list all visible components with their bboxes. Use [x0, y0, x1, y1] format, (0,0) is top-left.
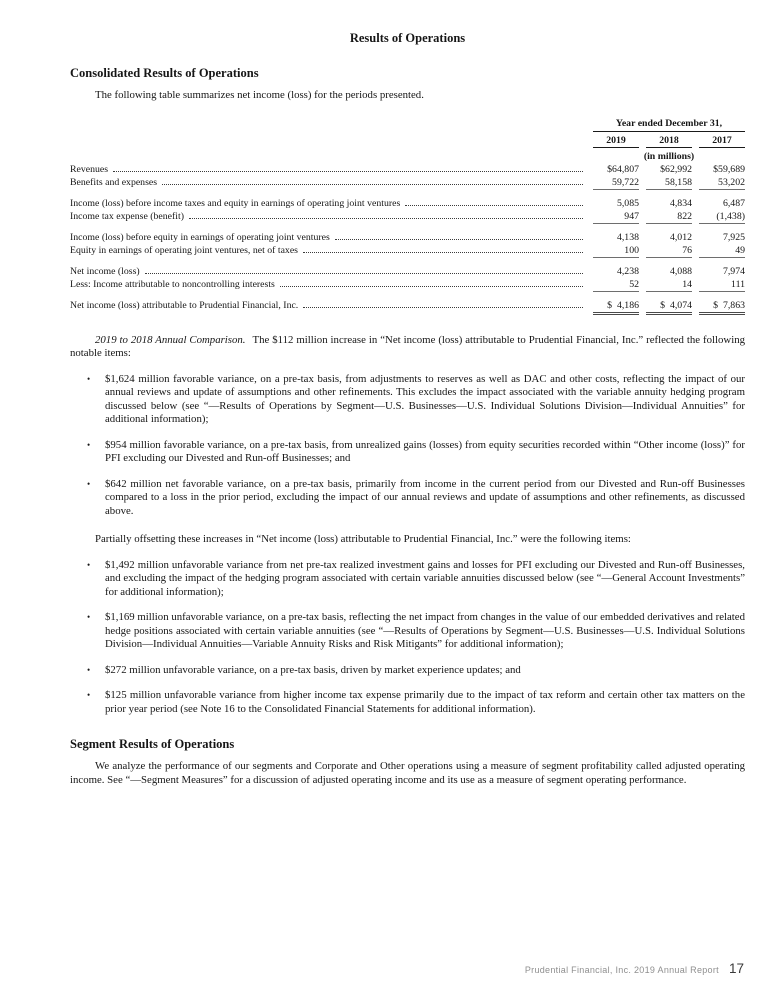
value-2017: $59,689 [713, 163, 745, 175]
value-2017: (1,438) [699, 210, 745, 224]
value-2019: 59,722 [593, 176, 639, 190]
value-2019: $64,807 [607, 163, 639, 175]
bullet-icon: • [87, 439, 91, 450]
bullet-text: $1,492 million unfavorable variance from net pre-tax realized investment gains and losses for PFI excluding our Divested and Run-off Businesses, and excluding the impact of the hedging program associated with certain variable annuities discussed below (see “—General Account Investments” for additional information); [105, 558, 745, 598]
comparison-lead-italic: 2019 to 2018 Annual Comparison. [95, 333, 246, 346]
section-heading-segment: Segment Results of Operations [70, 737, 235, 751]
value-2018: 4,012 [669, 231, 692, 243]
page-footer [525, 961, 744, 976]
bullet-text: $1,169 million unfavorable variance, on a pre-tax basis, reflecting the net impact from changes in the value of our embedded derivatives and related hedge positions associated with certain variable annuities (see “—Results of Operations by Segment—U.S. Businesses—U.S. Individual Solutions Division—Individual Annuities—Variable Annuity Risks and Risk Mitigants” for additional information); [105, 611, 745, 650]
value-2019: 52 [593, 278, 639, 292]
bullet-icon: • [87, 612, 91, 622]
row-label: Less: Income attributable to noncontrolling interests [70, 278, 275, 290]
dot-leader [189, 218, 583, 219]
comparison-lead-paragraph [70, 334, 745, 361]
bullet-icon: • [87, 664, 91, 675]
value-2017: 49 [699, 244, 745, 258]
bullet-item-offsetting-3 [85, 664, 745, 678]
bullet-text: $125 million unfavorable variance from higher income tax expense primarily due to the impact of tax reform and certain other tax matters on the prior year period (see Note 16 to the Consolidated Financial Statements for additional information). [105, 689, 745, 715]
value-2018: 14 [646, 278, 692, 292]
dot-leader [145, 273, 583, 274]
bullet-item-favorable-3 [85, 478, 745, 519]
dot-leader [303, 252, 583, 253]
row-label: Revenues [70, 163, 109, 175]
bullet-item-offsetting-2 [85, 611, 745, 652]
section-heading-consolidated: Consolidated Results of Operations [70, 66, 259, 80]
value-2017: 6,487 [722, 197, 745, 209]
dot-leader [113, 171, 583, 172]
table-period-header: Year ended December 31, [593, 117, 745, 132]
row-label: Income (loss) before equity in earnings of operating joint ventures [70, 231, 330, 243]
value-2018: $ 4,074 [646, 299, 692, 315]
segment-paragraph: We analyze the performance of our segments and Corporate and Other operations using a measure of segment profitability called adjusted operating income. See “—Segment Measures” for a discussion of adjusted operating income and its use as a measure of segment operating performance. [70, 760, 745, 786]
table-row-equity-in-earnings [70, 244, 745, 258]
bullet-item-favorable-2 [85, 439, 745, 466]
row-label: Net income (loss) attributable to Prudential Financial, Inc. [70, 299, 299, 311]
table-row-net-income [70, 265, 745, 278]
table-row-income-before-taxes [70, 197, 745, 210]
table-row-revenues [70, 163, 745, 176]
table-year-2017: 2017 [699, 134, 745, 148]
bullet-item-offsetting-1 [85, 559, 745, 600]
page-number: 17 [728, 961, 744, 976]
comparison-lead-text: The $112 million increase in “Net income (loss) attributable to Prudential Financial, Inc.” reflected the following notable items: [70, 333, 745, 359]
value-2019: 5,085 [616, 197, 639, 209]
bullet-text: $272 million unfavorable variance, on a pre-tax basis, driven by market experience updates; and [105, 663, 521, 676]
table-year-headers [593, 134, 745, 148]
row-label: Equity in earnings of operating joint ventures, net of taxes [70, 244, 298, 256]
dot-leader [303, 307, 583, 308]
net-income-table [70, 117, 745, 315]
value-2019: 947 [593, 210, 639, 224]
value-2017: 7,974 [722, 265, 745, 277]
row-label: Benefits and expenses [70, 176, 158, 188]
bullet-icon: • [87, 373, 91, 384]
row-label: Net income (loss) [70, 265, 140, 277]
row-label: Income tax expense (benefit) [70, 210, 184, 222]
page-content [70, 31, 745, 787]
value-2017: 111 [699, 278, 745, 292]
table-row-net-income-attributable-pfi [70, 299, 745, 315]
bullet-item-offsetting-4 [85, 689, 745, 716]
bullet-text: $1,624 million favorable variance, on a pre-tax basis, from adjustments to reserves as well as DAC and other costs, reflecting the impact of our annual reviews and update of assumptions and other refinements. This excludes the impact associated with the variable annuity hedging program discussed below (see “—Results of Operations by Segment—U.S. Businesses—U.S. Individual Solutions Division—Individual Annuities” for additional information); [105, 372, 745, 425]
table-row-noncontrolling-interests [70, 278, 745, 292]
bullet-item-favorable-1 [85, 373, 745, 427]
value-2018: $62,992 [660, 163, 692, 175]
table-row-benefits-expenses [70, 176, 745, 190]
value-2019: $ 4,186 [593, 299, 639, 315]
value-2019: 4,238 [616, 265, 639, 277]
table-row-income-before-equity [70, 231, 745, 244]
bullet-icon: • [87, 559, 91, 570]
dot-leader [280, 286, 583, 287]
value-2017: $ 7,863 [699, 299, 745, 315]
value-2018: 822 [646, 210, 692, 224]
bullet-icon: • [87, 690, 91, 700]
value-2017: 7,925 [722, 231, 745, 243]
value-2018: 76 [646, 244, 692, 258]
row-label: Income (loss) before income taxes and equity in earnings of operating joint ventures [70, 197, 401, 209]
intro-paragraph: The following table summarizes net income (loss) for the periods presented. [95, 89, 424, 101]
bullet-text: $954 million favorable variance, on a pre-tax basis, from unrealized gains (losses) from equity securities recorded within “Other income (loss)” for PFI excluding our Divested and Run-off Businesses; and [105, 438, 745, 464]
dot-leader [162, 184, 583, 185]
table-row-income-tax-expense [70, 210, 745, 224]
value-2018: 4,834 [669, 197, 692, 209]
offsetting-intro-paragraph: Partially offsetting these increases in “Net income (loss) attributable to Prudential Financial, Inc.” were the following items: [95, 533, 631, 545]
value-2017: 53,202 [699, 176, 745, 190]
bullet-icon: • [87, 478, 91, 489]
bullet-text: $642 million net favorable variance, on a pre-tax basis, primarily from income in the current period from our Divested and Run-off Businesses compared to a loss in the prior period, excluding the impact of our annual reviews and update of assumptions and other refinements, as discussed above. [105, 477, 745, 517]
footer-report-title: Prudential Financial, Inc. 2019 Annual Report [524, 965, 719, 975]
table-units-note: (in millions) [643, 150, 695, 162]
value-2019: 100 [593, 244, 639, 258]
dot-leader [335, 239, 583, 240]
value-2018: 4,088 [669, 265, 692, 277]
value-2019: 4,138 [616, 231, 639, 243]
value-2018: 58,158 [646, 176, 692, 190]
dot-leader [405, 205, 583, 206]
table-year-2019: 2019 [593, 134, 639, 148]
table-year-2018: 2018 [646, 134, 692, 148]
page-title: Results of Operations [349, 31, 466, 45]
